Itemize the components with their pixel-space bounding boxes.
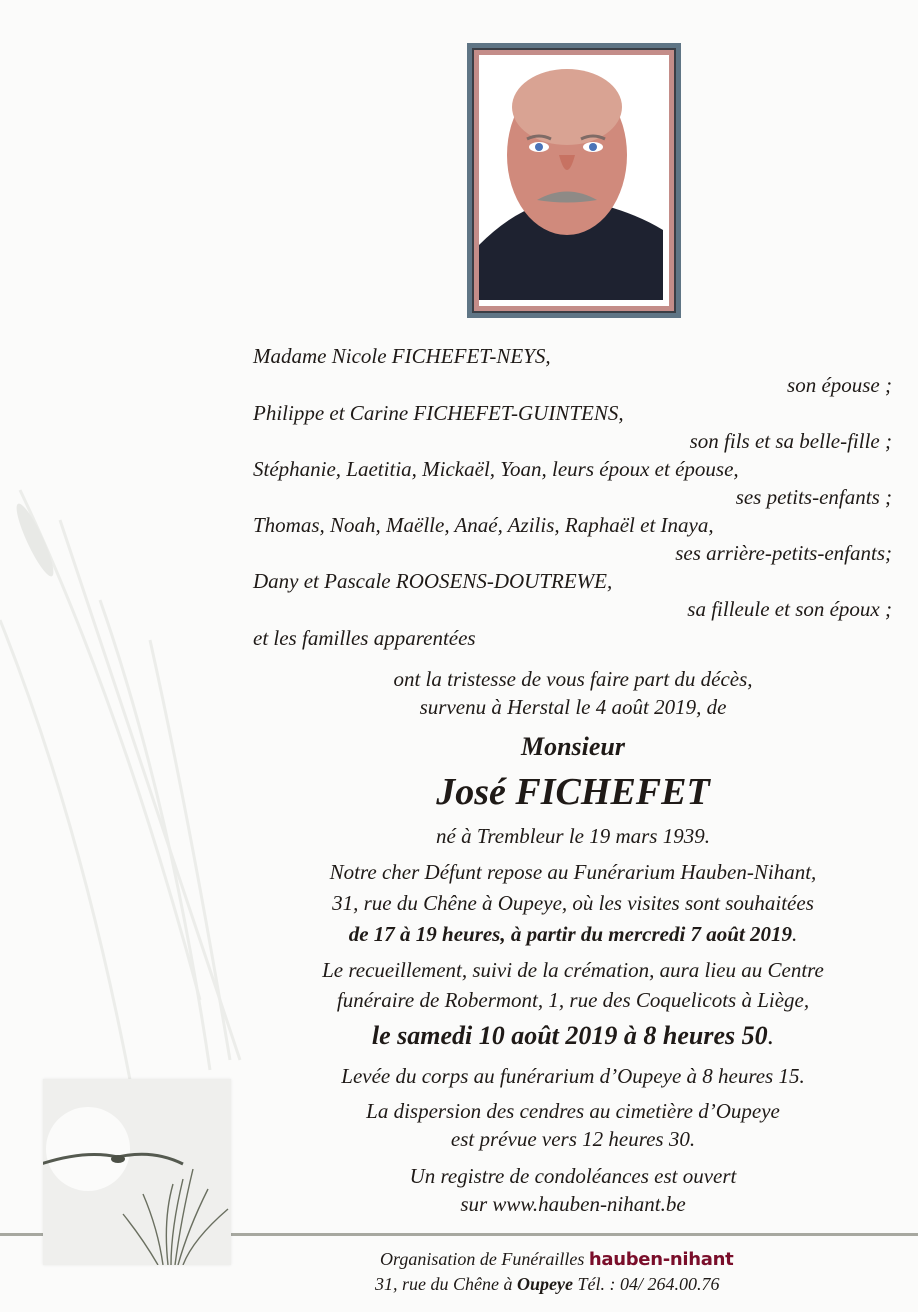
family-relation: son fils et sa belle-fille ; bbox=[689, 429, 892, 453]
family-relation: ses arrière-petits-enfants; bbox=[675, 541, 892, 565]
family-member-name: Stéphanie, Laetitia, Mickaël, Yoan, leurs époux et épouse, bbox=[253, 457, 739, 481]
family-relation: sa filleule et son époux ; bbox=[687, 597, 892, 621]
portrait-photo bbox=[479, 55, 669, 306]
registry-link[interactable]: sur www.hauben-nihant.be bbox=[460, 1192, 686, 1216]
visitation-line: Notre cher Défunt repose au Funérarium Hauben-Nihant, bbox=[329, 860, 817, 884]
address-city: Oupeye bbox=[516, 1274, 573, 1294]
bird-icon bbox=[43, 1079, 231, 1265]
bird-grass-illustration bbox=[43, 1079, 231, 1265]
deceased-name: José FICHEFET bbox=[436, 771, 710, 813]
ceremony-line: Le recueillement, suivi de la crémation, aura lieu au Centre bbox=[322, 958, 824, 982]
ceremony-line: funéraire de Robermont, 1, rue des Coquelicots à Liège, bbox=[336, 988, 810, 1012]
portrait-frame bbox=[467, 43, 681, 318]
levee-line: Levée du corps au funérarium d’Oupeye à 8 heures 15. bbox=[341, 1064, 805, 1088]
announcement-line: survenu à Herstal le 4 août 2019, de bbox=[419, 695, 727, 719]
funeral-organizer bbox=[380, 1249, 733, 1270]
visitation-hours bbox=[0, 922, 918, 947]
organizer-address bbox=[375, 1274, 719, 1295]
family-member-name: Madame Nicole FICHEFET-NEYS, bbox=[253, 344, 551, 368]
visitation-line: 31, rue du Chêne à Oupeye, où les visites sont souhaitées bbox=[332, 891, 814, 915]
announcement-line: ont la tristesse de vous faire part du décès, bbox=[393, 667, 753, 691]
ceremony-date bbox=[0, 1021, 918, 1051]
dispersion-line: est prévue vers 12 heures 30. bbox=[450, 1127, 696, 1151]
deceased-title: Monsieur bbox=[520, 732, 626, 761]
family-member-name: Thomas, Noah, Maëlle, Anaé, Azilis, Raphaël et Inaya, bbox=[253, 513, 714, 537]
punctuation: . bbox=[767, 1021, 775, 1050]
brand-logo: hauben-nihant bbox=[588, 1249, 734, 1270]
birth-info: né à Trembleur le 19 mars 1939. bbox=[436, 824, 710, 848]
family-member-name: Dany et Pascale ROOSENS-DOUTREWE, bbox=[253, 569, 613, 593]
organizer-label: Organisation de Funérailles bbox=[380, 1249, 589, 1269]
address-street: 31, rue du Chêne à bbox=[375, 1274, 517, 1294]
address-phone: Tél. : 04/ 264.00.76 bbox=[572, 1274, 720, 1294]
dispersion-line: La dispersion des cendres au cimetière d’Oupeye bbox=[366, 1099, 780, 1123]
punctuation: . bbox=[792, 922, 798, 946]
family-relation: ses petits-enfants ; bbox=[735, 485, 892, 509]
families-line: et les familles apparentées bbox=[253, 626, 476, 650]
family-relation: son épouse ; bbox=[787, 373, 892, 397]
family-member-name: Philippe et Carine FICHEFET-GUINTENS, bbox=[253, 401, 624, 425]
ceremony-date-bold: le samedi 10 août 2019 à 8 heures 50 bbox=[371, 1021, 768, 1050]
portrait-icon bbox=[479, 55, 663, 300]
visitation-hours-bold: de 17 à 19 heures, à partir du mercredi 7 août 2019 bbox=[348, 922, 793, 946]
registry-line: Un registre de condoléances est ouvert bbox=[409, 1164, 737, 1188]
